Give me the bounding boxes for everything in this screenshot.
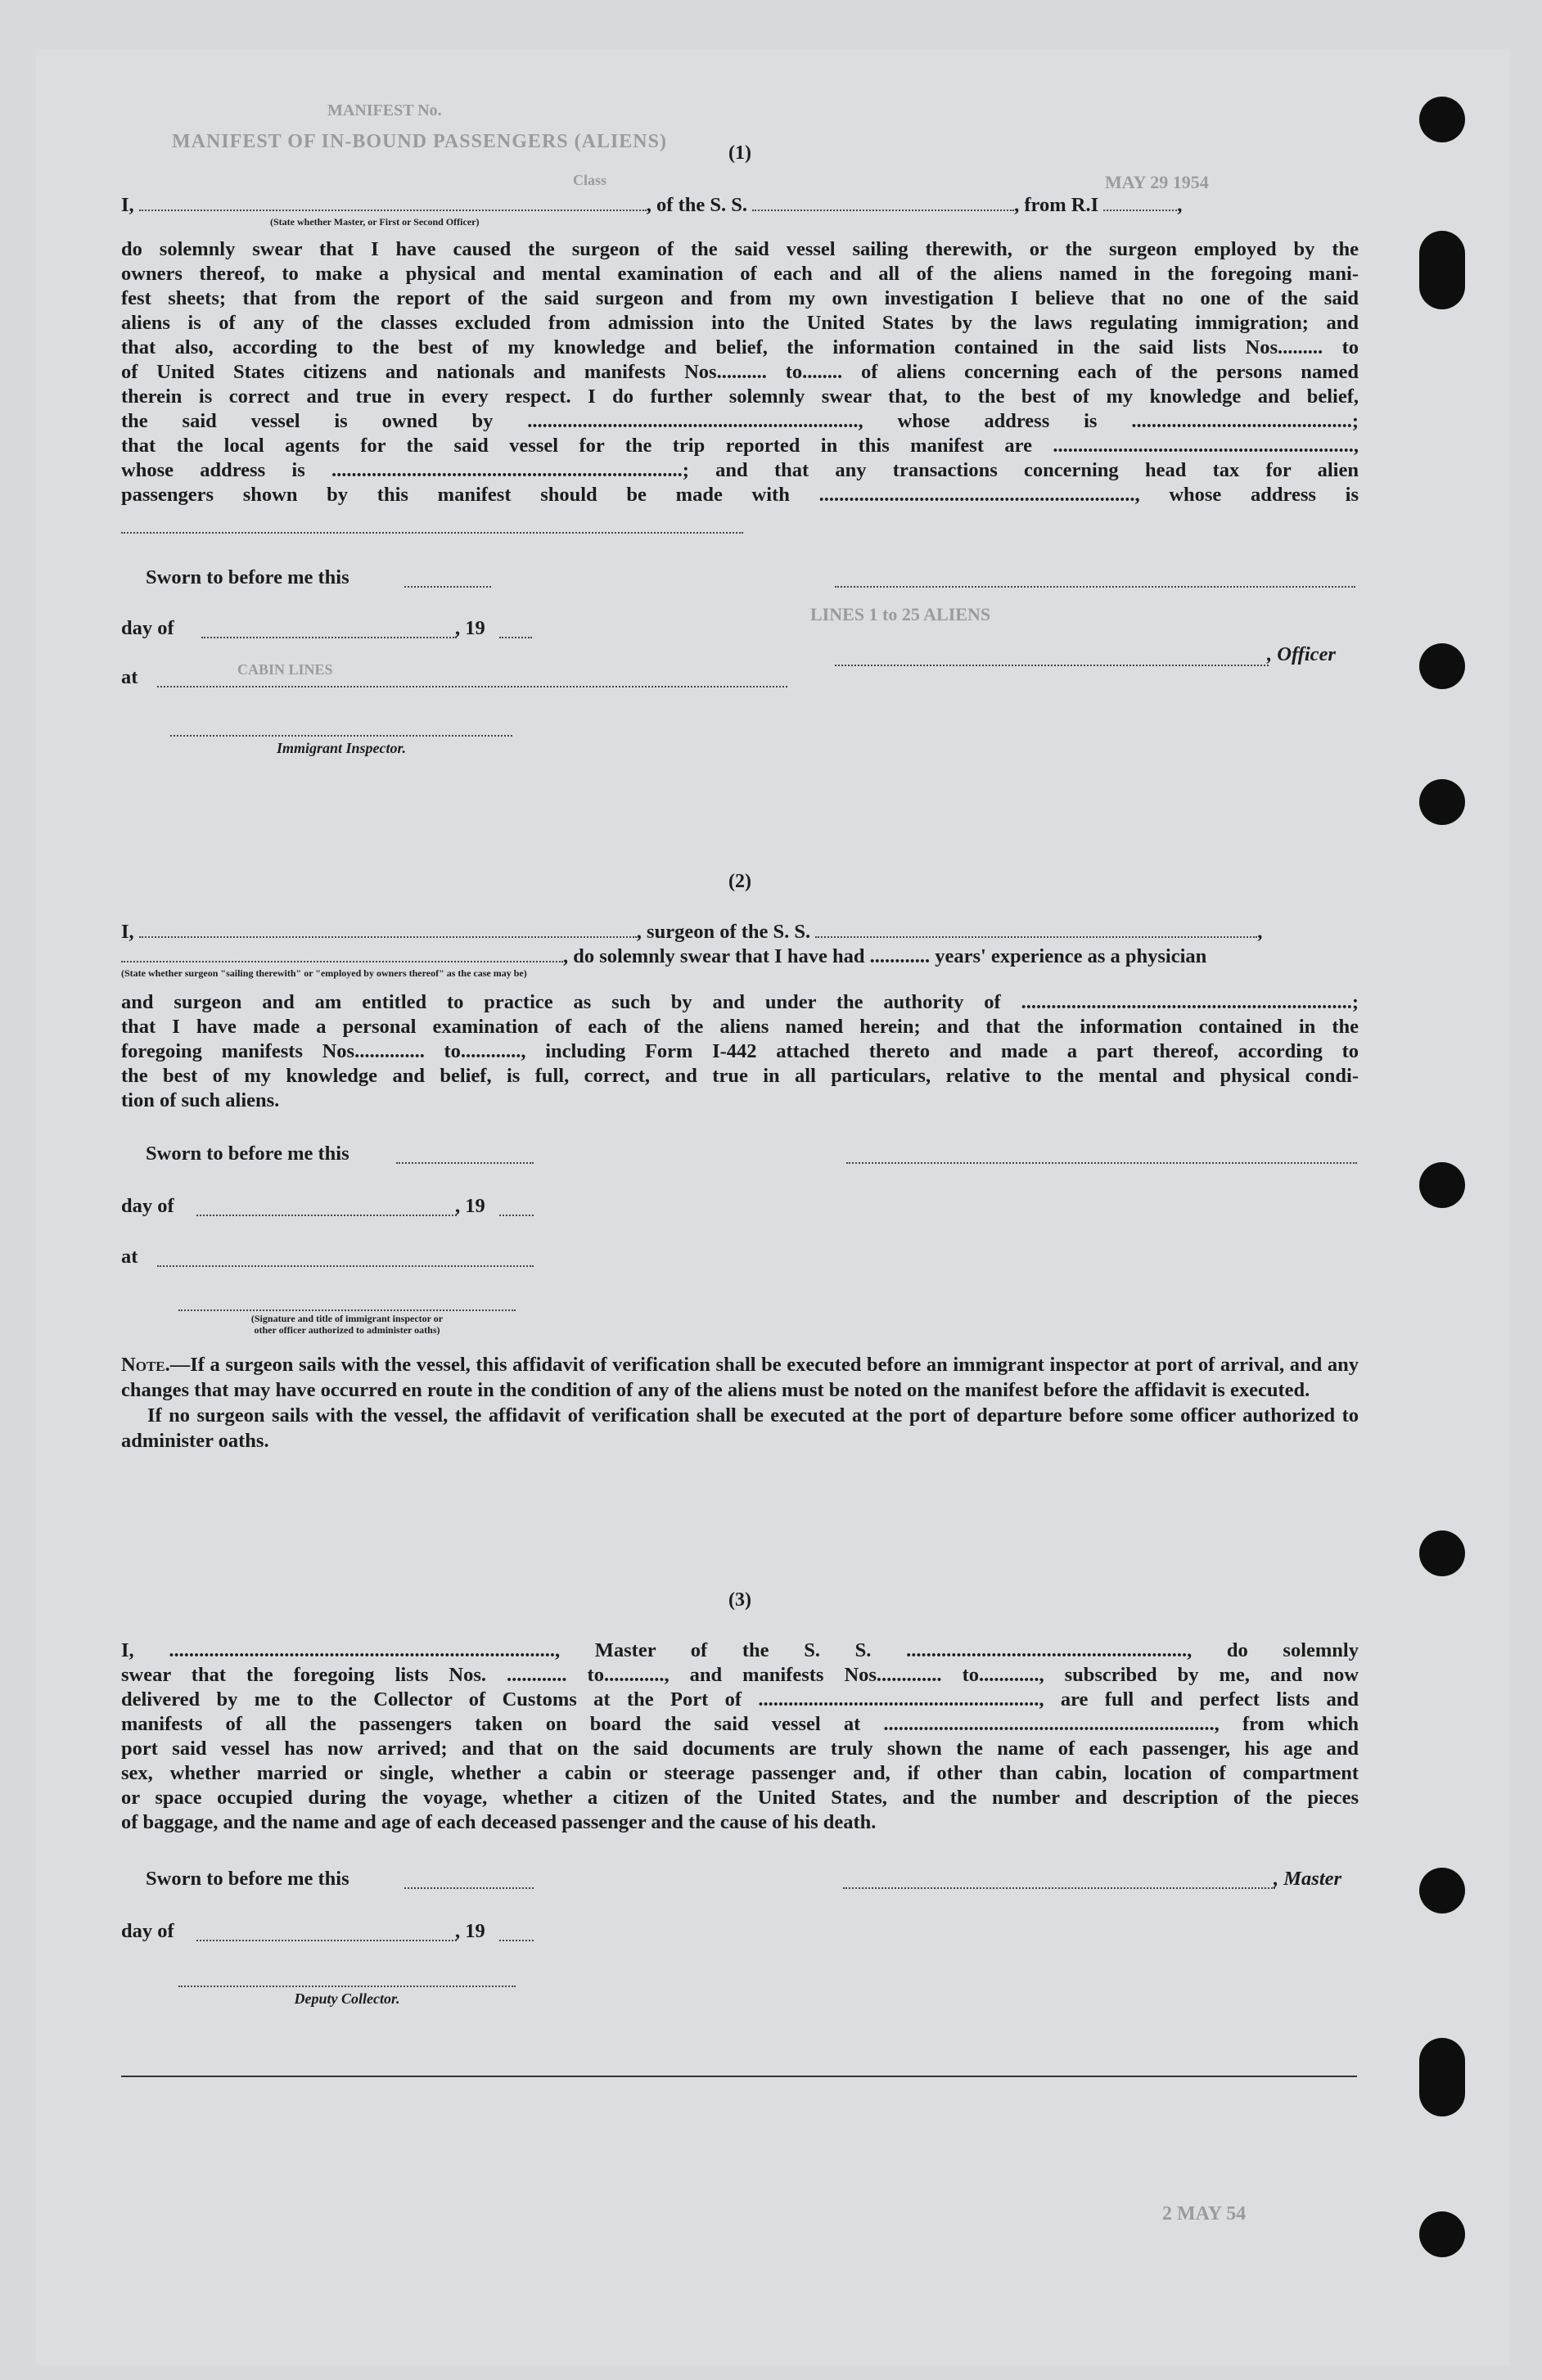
section-1-line-1: I, , of the S. S. , from R.I , <box>121 194 1183 216</box>
body-line: of baggage, and the name and age of each deceased passenger and the cause of his death. <box>121 1811 877 1833</box>
faint-class-line: Class <box>573 172 607 188</box>
signature-caption-line: (Signature and title of immigrant inspector or <box>250 1313 444 1324</box>
at-label: at <box>121 666 138 688</box>
pronoun-i: I, <box>121 921 134 943</box>
body-line: delivered by me to the Collector of Customs at the Port of ........................................................, are full and perfect lists and <box>121 1688 1359 1711</box>
body-line: sex, whether married or single, whether a cabin or steerage passenger and, if other than cabin, location of compartment <box>121 1762 1359 1784</box>
surgeon-caption: (State whether surgeon "sailing therewith" or "employed by owners thereof" as the case may be) <box>121 967 527 979</box>
section-number: (3) <box>728 1589 751 1611</box>
faint-manifest-no: MANIFEST No. <box>327 101 442 119</box>
vessel-name-field[interactable] <box>752 193 1014 211</box>
collector-signature-field[interactable] <box>178 1986 516 1987</box>
body-line: the best of my knowledge and belief, is full, correct, and true in all particulars, relative to the mental and physical condi- <box>121 1065 1359 1087</box>
note-label: Note. <box>121 1354 170 1376</box>
section-2 <box>121 871 1359 893</box>
sworn-label: Sworn to before me this <box>146 566 349 588</box>
punch-hole <box>1419 1162 1465 1208</box>
body-line: manifests of all the passengers taken on board the said vessel at .................................................................., from which <box>121 1713 1359 1735</box>
address-continuation-field[interactable] <box>121 532 743 534</box>
inspector-label: Immigrant Inspector. <box>276 740 407 756</box>
note-paragraph-1 <box>121 1352 1359 1403</box>
body-line: of United States citizens and nationals and manifests Nos.......... to........ of aliens concerning each of the persons named <box>121 361 1359 383</box>
body-line: that the local agents for the said vessel for the trip reported in this manifest are ............................................................, <box>121 435 1359 457</box>
note-paragraph-2: If no surgeon sails with the vessel, the affidavit of verification shall be executed at the port of departure before some officer authorized to administer oaths. <box>121 1404 1359 1452</box>
note-text: —If a surgeon sails with the vessel, this affidavit of verification shall be executed before an immigrant inspector at port of arrival, and any changes that may have occurred en route in the condition of any of the aliens must be noted on the manifest before the affidavit is executed. <box>121 1354 1359 1401</box>
inspector-signature-field[interactable] <box>170 735 512 737</box>
punch-hole <box>1419 643 1465 689</box>
body-line: that also, according to the best of my knowledge and belief, the information contained in the said lists Nos......... to <box>121 336 1359 358</box>
faint-bottom-stamp: 2 MAY 54 <box>1162 2203 1247 2224</box>
surgeon-name-field[interactable] <box>139 920 637 938</box>
body-line: or space occupied during the voyage, whether a citizen of the United States, and the number and description of the pieces <box>121 1787 1359 1809</box>
year-field[interactable] <box>499 637 532 638</box>
surgeon-signature-field[interactable] <box>846 1162 1357 1164</box>
sworn-label: Sworn to before me this <box>146 1868 349 1890</box>
of-ss-label: , of the S. S. <box>646 194 747 216</box>
signature-caption-line: other officer authorized to administer oaths) <box>254 1324 440 1336</box>
punch-hole <box>1419 1530 1465 1576</box>
body-line: tion of such aliens. <box>121 1089 280 1111</box>
officer-signature-field[interactable] <box>178 1309 516 1311</box>
body-line: foregoing manifests Nos.............. to............, including Form I-442 attached thereto and made a part thereof, according to <box>121 1040 1359 1062</box>
officer-name-field[interactable] <box>139 193 647 211</box>
section-2-body <box>121 990 1359 1113</box>
body-line: swear that the foregoing lists Nos. ............ to............, and manifests Nos............. to............, subscribed by me, and now <box>121 1664 1359 1686</box>
officer-signature-field[interactable] <box>835 586 1355 588</box>
body-line: passengers shown by this manifest should be made with ..............................................................., whose address is <box>121 484 1359 506</box>
at-field[interactable] <box>157 1265 534 1267</box>
vessel-name-field[interactable] <box>815 920 1257 938</box>
section-number: (1) <box>728 142 751 164</box>
section-1 <box>121 142 1359 165</box>
from-port-field[interactable] <box>1103 193 1177 211</box>
note-block <box>121 1352 1359 1454</box>
surgeon-status-field[interactable] <box>121 944 563 962</box>
sworn-date-field[interactable] <box>396 1162 534 1164</box>
pronoun-i: I, <box>121 194 134 216</box>
body-line: fest sheets; that from the report of the said surgeon and from my own investigation I believe that no one of the said <box>121 287 1359 309</box>
faint-date-stamp: MAY 29 1954 <box>1105 172 1209 192</box>
punch-hole <box>1419 779 1465 825</box>
faint-cabin-stamp: CABIN LINES <box>237 661 333 678</box>
faint-lines-stamp: LINES 1 to 25 ALIENS <box>810 604 991 624</box>
at-label: at <box>121 1246 138 1268</box>
officer-label: , Officer <box>1267 643 1336 665</box>
body-line: the said vessel is owned by .................................................................., whose address is ............................................; <box>121 410 1359 432</box>
year-field[interactable] <box>499 1215 534 1216</box>
section-3-body <box>121 1639 1359 1835</box>
bottom-rule <box>121 2076 1357 2077</box>
body-line: aliens is of any of the classes excluded from admission into the United States by the laws regulating immigration; and <box>121 312 1359 334</box>
from-label: , from <box>1014 194 1066 216</box>
punch-hole <box>1419 97 1465 142</box>
year-label: , 19 <box>455 1920 485 1942</box>
master-label: , Master <box>1274 1868 1342 1890</box>
officer-title-field[interactable] <box>835 665 1269 666</box>
sworn-date-field[interactable] <box>404 1887 534 1889</box>
punch-hole <box>1419 1868 1465 1913</box>
body-line: I, ............................................................................., Master of the S. S. ........................................................, do solemnly <box>121 1639 1359 1661</box>
at-field[interactable] <box>157 686 787 687</box>
body-line: owners thereof, to make a physical and mental examination of each and all of the aliens named in the foregoing mani- <box>121 263 1359 285</box>
body-line: do solemnly swear that I have caused the surgeon of the said vessel sailing therewith, or the surgeon employed by the <box>121 238 1359 260</box>
day-of-field[interactable] <box>196 1215 457 1216</box>
sworn-label: Sworn to before me this <box>146 1143 349 1165</box>
body-line: port said vessel has now arrived; and that on the said documents are truly shown the name of each passenger, his age and <box>121 1738 1359 1760</box>
punch-hole <box>1419 2038 1465 2116</box>
faint-manifest-title: MANIFEST OF IN-BOUND PASSENGERS (ALIENS) <box>172 131 667 152</box>
swear-experience-label: , do solemnly swear that I have had ............ years' experience as a physician <box>563 945 1207 967</box>
year-field[interactable] <box>499 1940 534 1941</box>
section-2-line-1: I, , surgeon of the S. S. , <box>121 921 1263 943</box>
section-1-body <box>121 237 1359 507</box>
officer-caption: (State whether Master, or First or Second Officer) <box>270 216 480 228</box>
collector-label: Deputy Collector. <box>294 1990 400 2007</box>
day-of-field[interactable] <box>201 637 457 638</box>
master-signature-field[interactable] <box>843 1887 1275 1889</box>
day-of-label: day of <box>121 1920 174 1942</box>
body-line: that I have made a personal examination of each of the aliens named herein; and that the information contained in the <box>121 1016 1359 1038</box>
body-line: whose address is ......................................................................; and that any transactions concerning head tax for alien <box>121 459 1359 481</box>
punch-hole <box>1419 231 1465 309</box>
surgeon-of-label: , surgeon of the S. S. <box>636 921 811 943</box>
body-line: and surgeon and am entitled to practice as such by and under the authority of ..................................................................; <box>121 991 1359 1013</box>
sworn-date-field[interactable] <box>404 586 491 588</box>
section-number: (2) <box>728 871 751 892</box>
punch-hole <box>1419 2211 1465 2257</box>
section-3 <box>121 1589 1359 1611</box>
from-port-value: R.I <box>1071 194 1099 216</box>
day-of-label: day of <box>121 1195 174 1217</box>
year-label: , 19 <box>455 617 485 639</box>
section-2-line-2 <box>121 944 1359 969</box>
year-label: , 19 <box>455 1195 485 1217</box>
body-line: therein is correct and true in every respect. I do further solemnly swear that, to the best of my knowledge and belief, <box>121 385 1359 408</box>
day-of-field[interactable] <box>196 1940 457 1941</box>
day-of-label: day of <box>121 617 174 639</box>
